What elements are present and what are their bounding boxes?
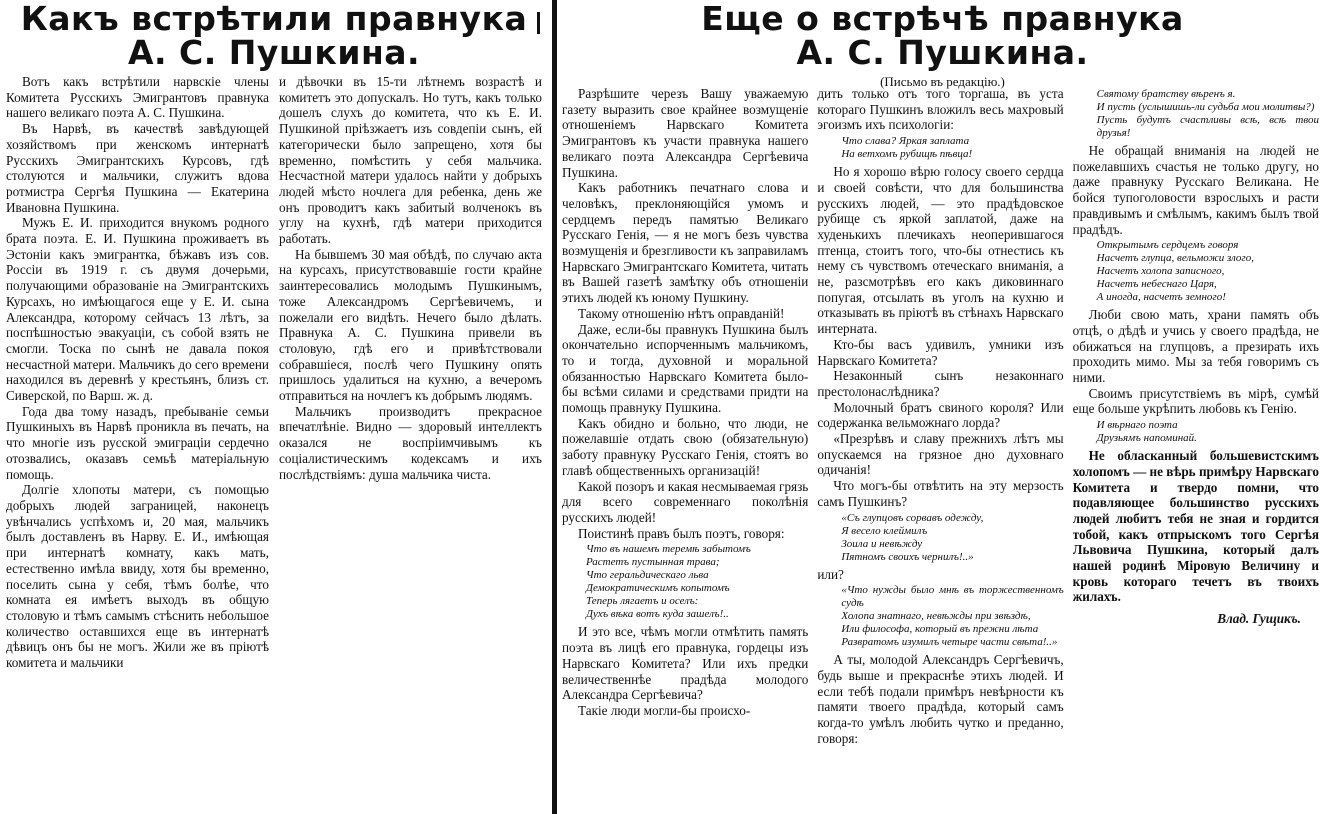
right-article-subtitle: (Письмо въ редакцію.)	[880, 74, 1005, 89]
left-column-1	[6, 74, 269, 810]
left-article-columns	[0, 74, 548, 810]
column-mark	[537, 12, 540, 34]
verse-quote: Что въ нашемъ теремѣ забытомъ Растетъ пустынная трава; Что геральдическаго льва Демократическимъ копытомъ Теперь лягаетъ и оселъ: Духъ вѣка вотъ куда зашелъ!..	[586, 543, 751, 621]
paragraph: Незаконный сынъ незаконнаго престолонаслѣдника?	[817, 368, 1064, 399]
paragraph: Люби свою мать, храни память объ отцѣ, о дѣдѣ и учись у своего прадѣда, не обижаться на глупцовъ, а презирать ихъ проходить мимо. Мы за тебя говоримъ съ ними.	[1072, 307, 1319, 386]
verse-quote: Что слава? Яркая заплата На ветхомъ рубищѣ пѣвца!	[841, 135, 973, 161]
paragraph: А ты, молодой Александръ Сергѣевичъ, будь выше и прекраснѣе этихъ людей. И если тебѣ подали примѣръ невѣрности къ памяти твоего прадѣда, который самъ когда-то умѣлъ любить чутко и преданно, говоря:	[817, 652, 1064, 746]
paragraph: Но я хорошо вѣрю голосу своего сердца и своей совѣсти, что для большинства русскихъ людей, — это прадѣдовское рубище съ яркой заплатой, даже на худенькихъ плечикахъ неоперившагося птенца, стоитъ того, что-бы отнестись къ нему съ чувствомъ отеческаго вниманія, а не, разсмотрѣвъ его какъ диковиннаго попугая, отсылать въ уголъ на кухню и отказывать въ пріютѣ въ стѣнахъ Нарвскаго интерната.	[817, 164, 1064, 337]
left-article	[0, 0, 548, 814]
verse-quote: Открытымъ сердцемъ говоря Насчетъ глупца, вельможи злого, Насчетъ холопа записного, Насчетъ небеснаго Царя, А иногда, насчетъ земного!	[1096, 239, 1254, 304]
column-divider	[552, 0, 557, 814]
paragraph: Что могъ-бы отвѣтить на эту мерзость самъ Пушкинъ?	[817, 478, 1064, 509]
verse-quote: Святому братству вѣренъ я. И пусть (услышишь-ли судьба мои молитвы?) Пусть будутъ счастливы всѣ, всѣ твои друзья!	[1096, 88, 1319, 139]
paragraph: или?	[817, 566, 844, 582]
paragraph: Вотъ какъ встрѣтили нарвскіе члены Комитета Русскихъ Эмигрантовъ правнука нашего великаго поэта А. С. Пушкина.	[6, 74, 269, 121]
paragraph: Долгіе хлопоты матери, съ помощью добрыхъ людей заграницей, наконецъ увѣнчались успѣхомъ и, 20 мая, мальчикъ былъ доставленъ въ Нарву. Е. И., имѣющая при интернатѣ комнату, какъ мать, естественно имѣла ввиду, хотя бы временно, поселить сына у себя, тѣмъ болѣе, что комната ея имѣетъ выходъ въ общую столовую и тѣмъ самымъ стѣснить небольшое количество оставшихся еще въ интернатѣ дѣвицъ онъ бы не могъ. Жили же въ пріютѣ комитета и мальчики	[6, 482, 269, 671]
paragraph: Мужъ Е. И. приходится внукомъ родного брата поэта. Е. И. Пушкина проживаетъ въ Эстоніи какъ эмигрантка, бѣжавъ изъ сов. Россіи въ 1919 г. съ двумя дочерьми, получающими образованіе на Эмигрантскихъ Курсахъ, но имѣющагося еще у Е. И. сына Александра, которому сейчасъ 13 лѣтъ, за поспѣшностью эвакуаціи, съ собой взять не смогли. Тоска по сынѣ не давала покоя несчастной матери. Мальчикъ до сего времени находился въ деревнѣ у крестьянъ, близъ ст. Сиверской, по Варш. ж. д.	[6, 215, 269, 404]
paragraph: Какъ работникъ печатнаго слова и человѣкъ, преклоняющійся умомъ и сердцемъ передъ памятью Великаго Русскаго Генія, — я не могъ безъ чувства возмущенія и брезгливости къ заправиламъ Нарвскаго Эмигрантскаго Комитета, читать въ Вашей газетѣ замѣтку объ отношеніи этихъ людей къ юному Пушкину.	[562, 180, 809, 306]
right-column-2	[817, 86, 1063, 814]
paragraph: Даже, если-бы правнукъ Пушкина былъ окончательно испорченнымъ мальчикомъ, то и тогда, духовной и моральной обязанностью Нарвскаго Комитета было-бы всѣми силами и средствами придти на помощь правнуку Пушкина.	[562, 321, 809, 416]
verse-quote: И вѣрнаго поэта Друзьямъ напоминай.	[1096, 419, 1197, 445]
right-column-3	[1073, 86, 1319, 814]
verse-quote: «Что нужды было мнѣ въ торжественномъ судѣ Холопа знатнаго, невѣжды при звѣздѣ, Или философа, который въ прежни лѣта Развратомъ изумилъ четыре части свѣта!..»	[841, 584, 1064, 649]
paragraph: дить только отъ того торгаша, въ уста котораго Пушкинъ вложилъ весь махровый эгоизмъ ихъ психологіи:	[817, 86, 1064, 133]
paragraph: Поистинѣ правъ былъ поэтъ, говоря:	[578, 525, 785, 541]
left-article-title: Какъ встрѣтили правнука А. С. Пушкина.	[20, 0, 528, 72]
paragraph: На бывшемъ 30 мая обѣдѣ, по случаю акта на курсахъ, присутствовавшіе гости крайне заинтересовались молодымъ Пушкинымъ, тоже Александромъ Сергѣевичемъ, и пожелали его видѣть. Нечего было дѣлать. Правнука А. С. Пушкина привели въ столовую, гдѣ его и привѣтствовали собравшіеся, послѣ чего Пушкину опять пришлось удалиться на кухню, а вечеромъ отправиться на ночлегъ къ добрымъ людямъ.	[279, 246, 542, 404]
signature: Влад. Гущикъ.	[1217, 611, 1301, 627]
paragraph: Года два тому назадъ, пребываніе семьи Пушкиныхъ въ Нарвѣ проникла въ печать, на что многіе изъ русской эмиграціи сердечно отозвались, оказавъ семьѣ матеріальную помощь.	[6, 403, 269, 482]
paragraph: Своимъ присутствіемъ въ мірѣ, сумѣй еще больше укрѣпить любовь къ Генію.	[1072, 385, 1319, 417]
paragraph: Разрѣшите черезъ Вашу уважаемую газету выразить свое крайнее возмущеніе отношеніемъ Нарвскаго Комитета Эмигрантовъ къ участи правнука нашего великаго поэта Александра Сергѣевича Пушкина.	[562, 86, 809, 180]
paragraph: Какой позоръ и какая несмываемая грязь для всего современнаго поколѣнія русскихъ людей!	[562, 478, 809, 525]
paragraph: Не обращай вниманія на людей не пожелавшихъ счастья не только другу, но даже правнуку Русскаго Великана. Не бойся тупоголовости взрослыхъ и расти правдивымъ и смѣлымъ, какимъ былъ твой прадѣдъ.	[1072, 143, 1319, 237]
paragraph: Молочный братъ свиного короля? Или содержанка вельможнаго лорда?	[817, 399, 1064, 431]
paragraph: Какъ обидно и больно, что люди, не пожелавшіе отдать свою (обязательную) заботу правнуку Русскаго Генія, стоятъ во главѣ общественныхъ организацій!	[562, 415, 809, 478]
paragraph: И это все, чѣмъ могли отмѣтить память поэта въ лицѣ его правнука, гордецы изъ Нарвскаго Комитета? Или ихъ предки величественнѣе прадѣда молодого Александра Сергѣевича?	[562, 624, 809, 703]
right-article	[560, 0, 1325, 814]
right-column-1	[562, 86, 808, 814]
right-article-title: Еще о встрѣчѣ правнука А. С. Пушкина.	[701, 0, 1184, 72]
paragraph: Такіе люди могли-бы происхо-	[578, 702, 751, 718]
left-column-2	[279, 74, 542, 810]
paragraph: Мальчикъ производитъ прекрасное впечатлѣніе. Видно — здоровый интеллектъ оказался не воспріимчивымъ къ соціалистическимъ кодексамъ и ихъ послѣдствіямъ: душа мальчика чиста.	[279, 403, 542, 482]
paragraph: «Презрѣвъ и славу прежнихъ лѣтъ мы опускаемся на грязное дно духовнаго одичанія!	[817, 431, 1064, 478]
paragraph: и дѣвочки въ 15-ти лѣтнемъ возрастѣ и комитетъ это допускалъ. Но тутъ, какъ только дошелъ слухъ до комитета, что къ Е. И. Пушкиной пріѣзжаетъ изъ совдепіи сынъ, ей категорически было запрещено, хотя бы временно, помѣстить у себя мальчика. Несчастной матери удалось найти у добрыхъ людей мѣсто ночлега для ребенка, день же онъ проводитъ какъ забитый волченокъ въ углу на кухнѣ, гдѣ матери приходится работать.	[279, 74, 542, 247]
verse-quote: «Съ глупцовъ сорвавъ одежду, Я весело клеймилъ Зоила и невѣжду Пятномъ своихъ чернилъ!..»	[841, 511, 984, 563]
paragraph: Не обласканный большевистскимъ холопомъ — не вѣрь примѣру Нарвскаго Комитета и твердо помни, что подавляющее большинство русскихъ людей любитъ тебя не зная и гордится тобой, какъ отпрыскомъ того Сергѣя Львовича Пушкина, который далъ нашей родинѣ Міровую Величину и кровь котораго течетъ въ твоихъ жилахъ.	[1072, 448, 1319, 605]
paragraph: Кто-бы васъ удивилъ, умники изъ Нарвскаго Комитета?	[817, 336, 1064, 368]
paragraph: Въ Нарвѣ, въ качествѣ завѣдующей хозяйствомъ при женскомъ интернатѣ Русскихъ Эмигрантскихъ Курсовъ, гдѣ столуются и мальчики, служитъ вдова ротмистра Сергѣя Пушкина — Екатерина Ивановна Пушкина.	[6, 121, 269, 215]
right-article-columns	[560, 86, 1325, 814]
paragraph: Такому отношенію нѣтъ оправданій!	[578, 305, 785, 321]
